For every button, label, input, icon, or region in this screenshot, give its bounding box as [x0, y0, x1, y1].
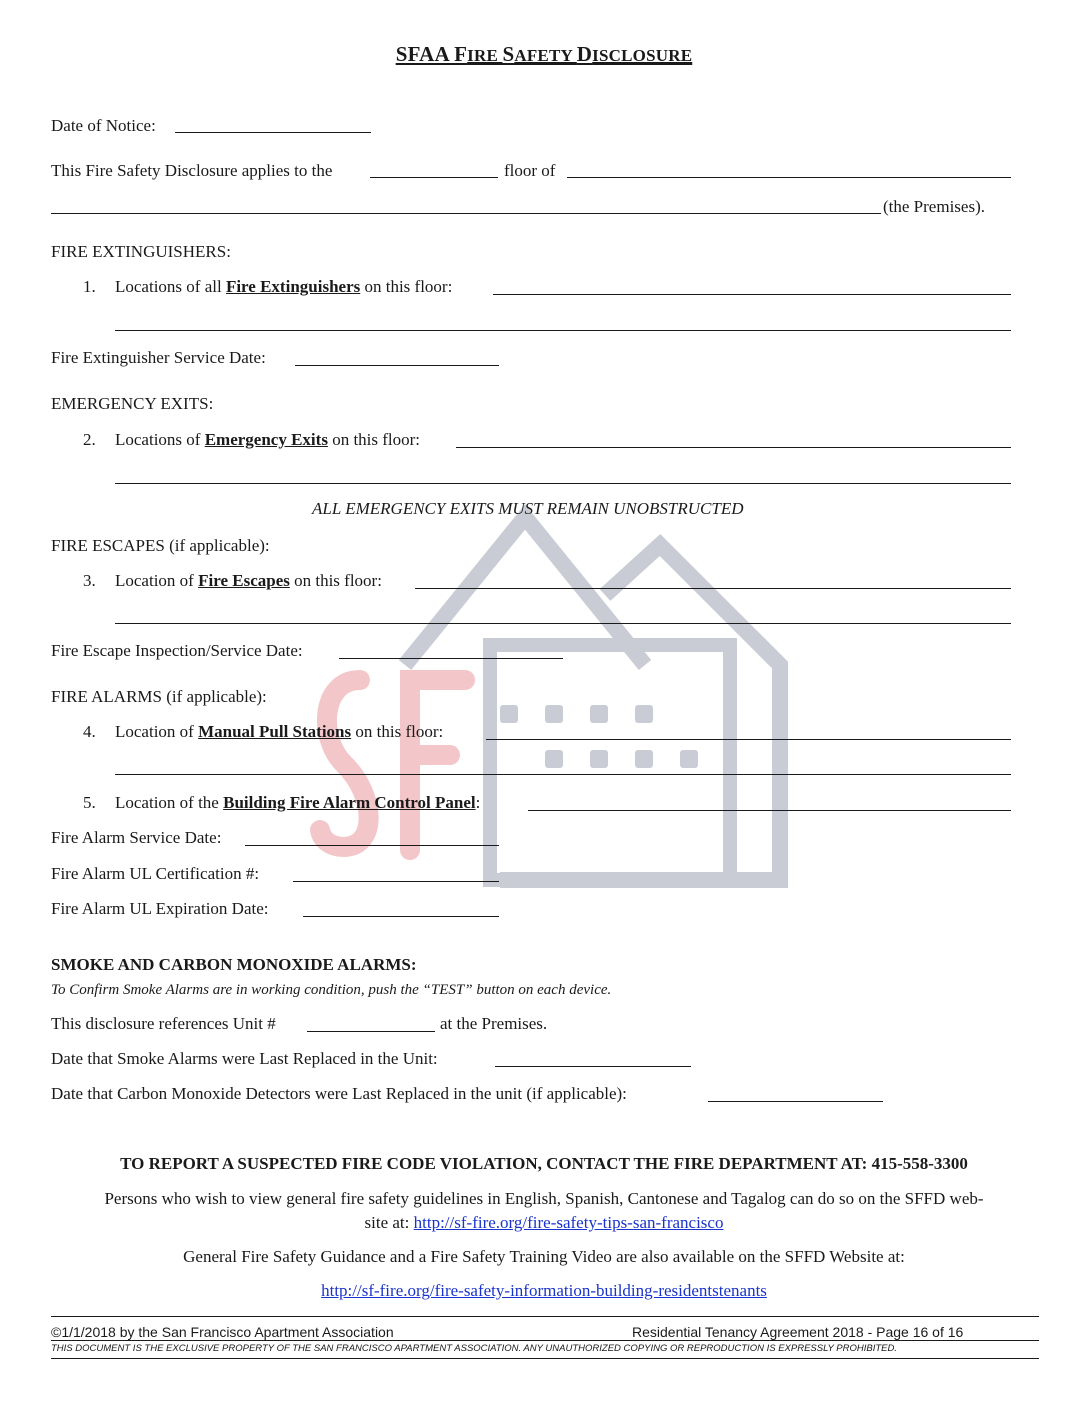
- fire-safety-tips-link[interactable]: http://sf-fire.org/fire-safety-tips-san-francisco: [413, 1213, 724, 1232]
- applies-to-label: This Fire Safety Disclosure applies to the: [51, 161, 333, 180]
- fire-alarm-ul-certification-label: Fire Alarm UL Certification #:: [51, 864, 260, 883]
- address-field-line-1[interactable]: [567, 177, 1011, 178]
- item-number-3: 3.: [83, 571, 96, 590]
- co-detector-replaced-field[interactable]: [708, 1101, 883, 1102]
- fire-alarm-ul-expiration-field[interactable]: [303, 916, 499, 917]
- date-of-notice-label: Date of Notice:: [51, 116, 156, 135]
- footer-copyright: ©1/1/2018 by the San Francisco Apartment Association: [51, 1324, 394, 1340]
- unit-number-label: This disclosure references Unit #: [51, 1014, 276, 1033]
- fire-extinguishers-heading: FIRE EXTINGUISHERS:: [51, 242, 231, 261]
- pull-station-location-label: Location of Manual Pull Stations on this floor:: [115, 722, 444, 741]
- emergency-exits-heading: EMERGENCY EXITS:: [51, 394, 214, 413]
- unit-number-field[interactable]: [307, 1031, 435, 1032]
- report-violation-notice: TO REPORT A SUSPECTED FIRE CODE VIOLATION, CONTACT THE FIRE DEPARTMENT AT: 415-558-3300: [120, 1154, 968, 1173]
- extinguisher-service-date-field[interactable]: [295, 365, 499, 366]
- floor-of-label: floor of: [504, 161, 556, 180]
- footer-page-info: Residential Tenancy Agreement 2018 - Page 16 of 16: [632, 1324, 964, 1340]
- pull-station-location-field-1[interactable]: [486, 739, 1011, 740]
- fire-extinguisher-location-field-2[interactable]: [115, 330, 1011, 331]
- fire-escapes-heading: FIRE ESCAPES (if applicable):: [51, 536, 270, 555]
- item-number-1: 1.: [83, 277, 96, 296]
- alarm-control-panel-location-label: Location of the Building Fire Alarm Control Panel:: [115, 793, 481, 812]
- guidelines-text-line-2: site at: http://sf-fire.org/fire-safety-tips-san-francisco: [364, 1213, 724, 1232]
- emergency-exit-location-field-2[interactable]: [115, 483, 1011, 484]
- fire-extinguisher-location-label: Locations of all Fire Extinguishers on this floor:: [115, 277, 453, 296]
- at-premises-label: at the Premises.: [440, 1014, 548, 1033]
- fire-alarms-heading: FIRE ALARMS (if applicable):: [51, 687, 267, 706]
- sffd-watermark-logo: [300, 495, 800, 915]
- footer-rule-top: [51, 1316, 1039, 1317]
- alarm-control-panel-location-field[interactable]: [528, 810, 1011, 811]
- pull-station-location-field-2[interactable]: [115, 774, 1011, 775]
- fire-escape-location-label: Location of Fire Escapes on this floor:: [115, 571, 382, 590]
- smoke-alarm-test-note: To Confirm Smoke Alarms are in working condition, push the “TEST” button on each device.: [51, 982, 612, 998]
- fire-escape-location-field-1[interactable]: [415, 588, 1011, 589]
- fire-escape-location-field-2[interactable]: [115, 623, 1011, 624]
- smoke-alarm-replaced-field[interactable]: [495, 1066, 691, 1067]
- item-number-4: 4.: [83, 722, 96, 741]
- emergency-exit-location-field-1[interactable]: [456, 447, 1011, 448]
- fire-alarm-service-date-label: Fire Alarm Service Date:: [51, 828, 222, 847]
- fire-escape-service-date-field[interactable]: [339, 658, 563, 659]
- fire-alarm-ul-expiration-label: Fire Alarm UL Expiration Date:: [51, 899, 269, 918]
- extinguisher-service-date-label: Fire Extinguisher Service Date:: [51, 348, 266, 367]
- smoke-co-alarms-heading: SMOKE AND CARBON MONOXIDE ALARMS:: [51, 955, 417, 974]
- emergency-exit-location-label: Locations of Emergency Exits on this floor:: [115, 430, 421, 449]
- general-guidance-text: General Fire Safety Guidance and a Fire Safety Training Video are also available on the SFFD Website at:: [183, 1247, 905, 1266]
- smoke-alarm-replaced-label: Date that Smoke Alarms were Last Replaced in the Unit:: [51, 1049, 438, 1068]
- document-title: SFAA FIRE SAFETY DISCLOSURE: [395, 42, 693, 66]
- footer-rule-bottom: [51, 1358, 1039, 1359]
- address-field-line-2[interactable]: [51, 213, 881, 214]
- floor-field[interactable]: [370, 177, 498, 178]
- co-detector-replaced-label: Date that Carbon Monoxide Detectors were Last Replaced in the unit (if applicable):: [51, 1084, 627, 1103]
- footer-property-notice: THIS DOCUMENT IS THE EXCLUSIVE PROPERTY OF THE SAN FRANCISCO APARTMENT ASSOCIATION. ANY UNAUTHORIZED COPYING OR REPRODUCTION IS EXPRESSLY PROHIBITED.: [51, 1343, 897, 1354]
- item-number-5: 5.: [83, 793, 96, 812]
- date-of-notice-field[interactable]: [175, 132, 371, 133]
- fire-alarm-service-date-field[interactable]: [245, 845, 499, 846]
- premises-label: (the Premises).: [883, 197, 985, 216]
- fire-extinguisher-location-field-1[interactable]: [493, 294, 1011, 295]
- exits-unobstructed-notice: ALL EMERGENCY EXITS MUST REMAIN UNOBSTRUCTED: [312, 499, 744, 518]
- fire-alarm-ul-certification-field[interactable]: [293, 881, 499, 882]
- building-residents-info-link[interactable]: http://sf-fire.org/fire-safety-information-building-residentstenants: [321, 1281, 767, 1300]
- guidance-link-row: [0, 1281, 1088, 1301]
- fire-escape-service-date-label: Fire Escape Inspection/Service Date:: [51, 641, 303, 660]
- footer-rule-middle: [51, 1340, 1039, 1341]
- item-number-2: 2.: [83, 430, 96, 449]
- guidelines-text-line-1: Persons who wish to view general fire safety guidelines in English, Spanish, Cantonese and Tagalog can do so on the SFFD web-: [104, 1189, 984, 1208]
